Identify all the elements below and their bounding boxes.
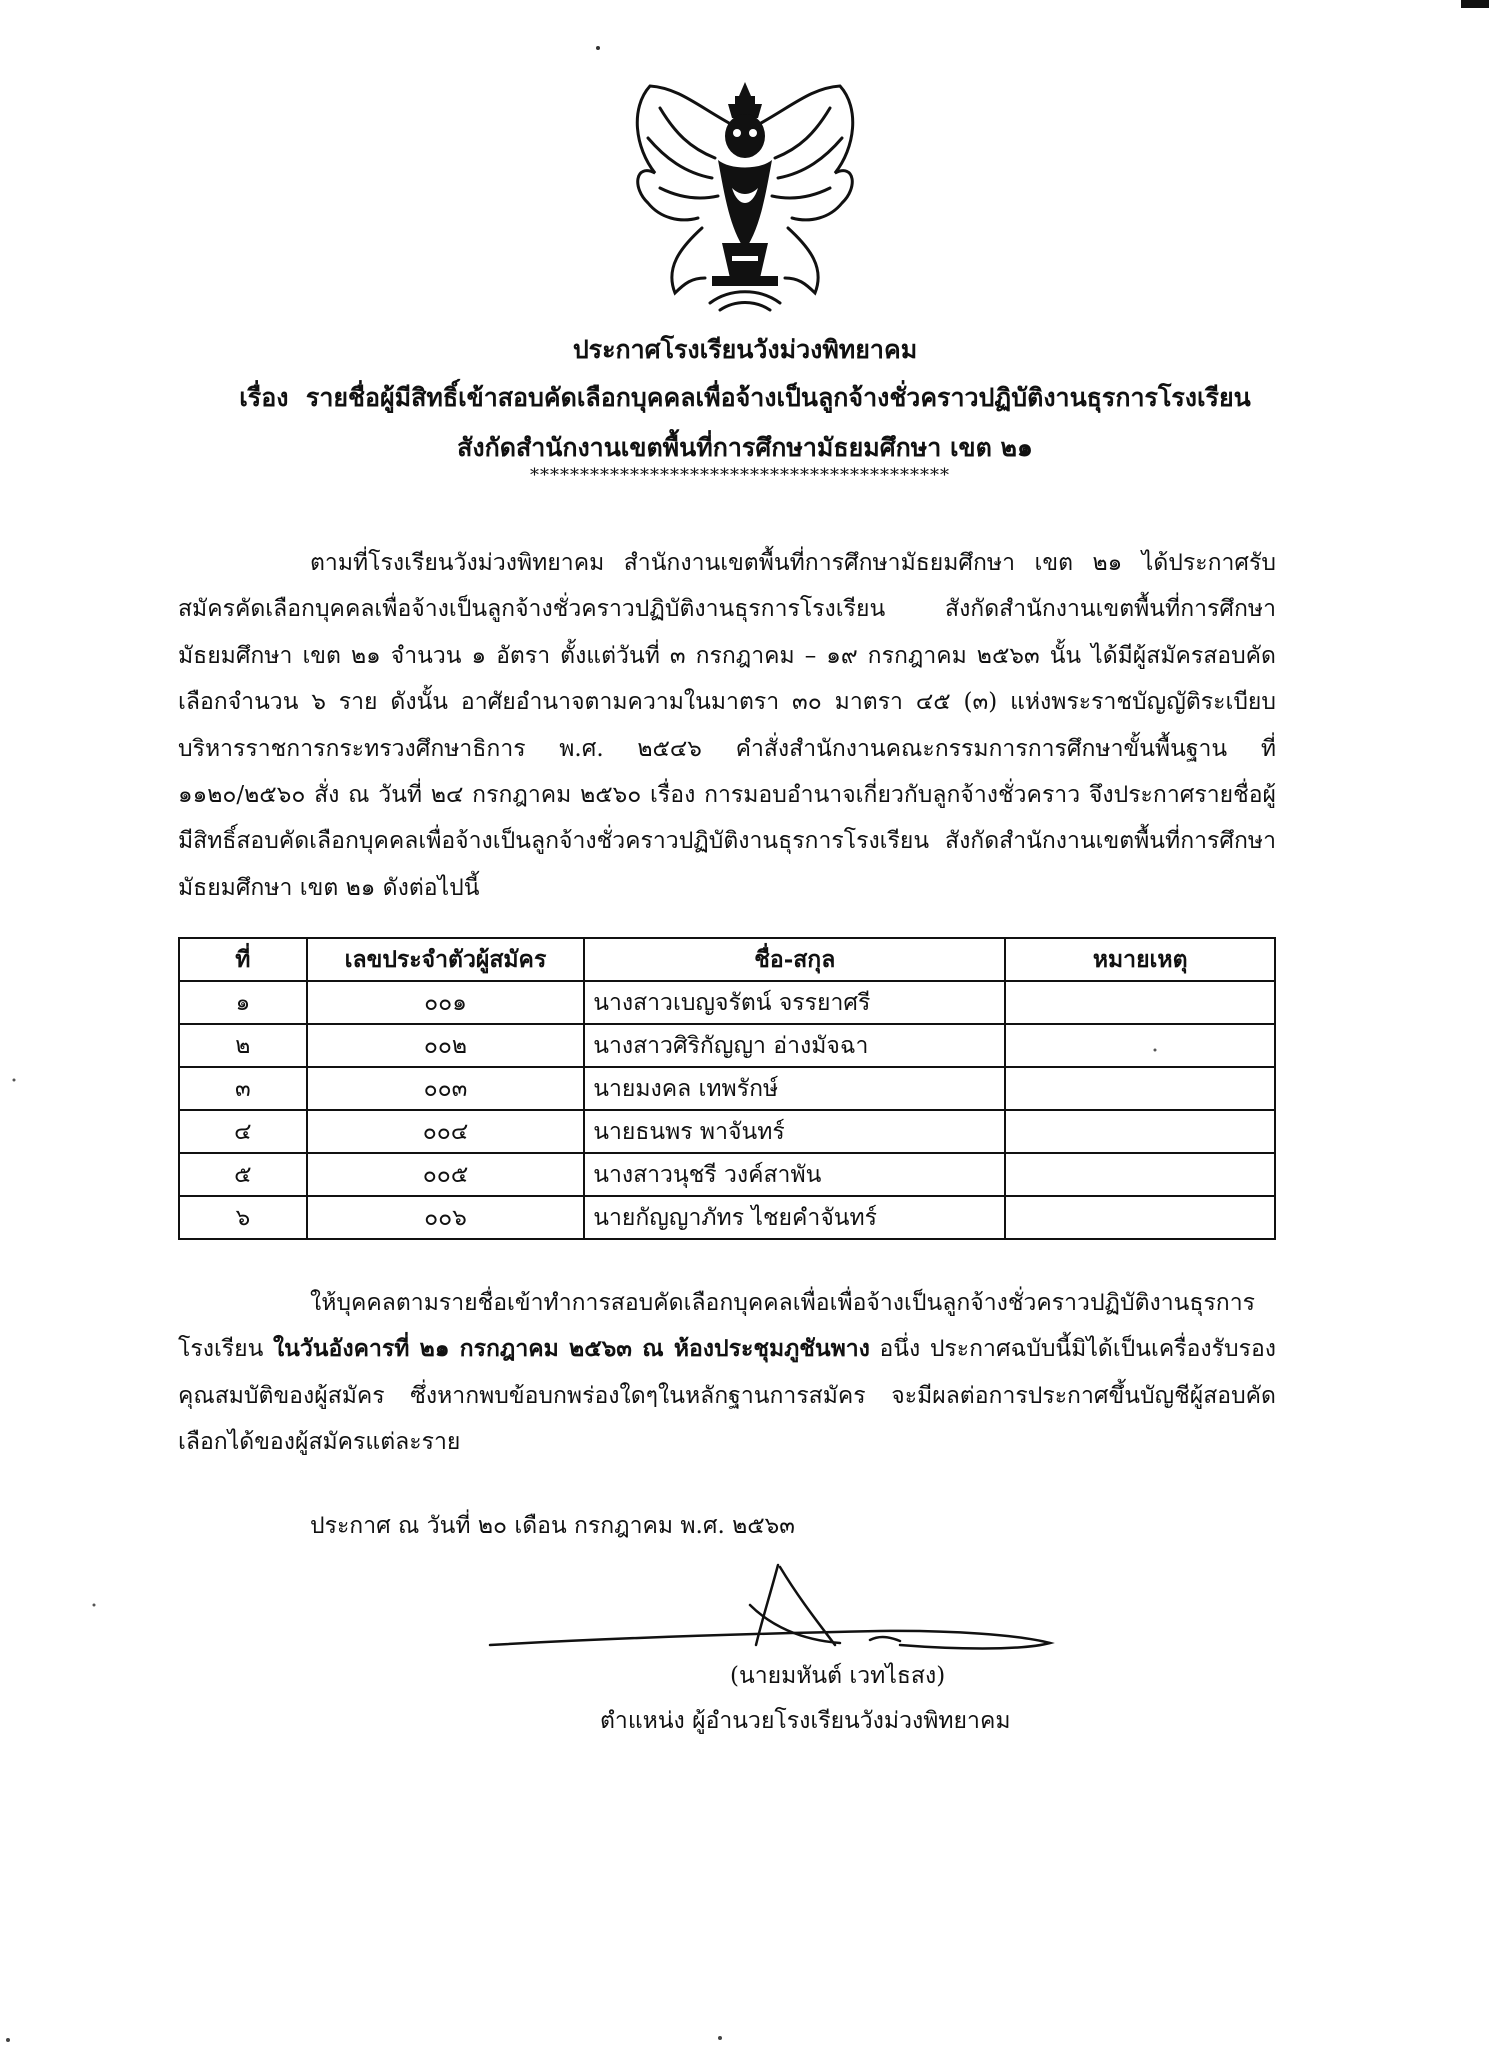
table-row — [179, 1153, 1275, 1196]
table-header-row — [179, 938, 1275, 981]
announcement-title: ประกาศโรงเรียนวังม่วงพิทยาคม — [572, 335, 918, 364]
announce-date: ประกาศ ณ วันที่ ๒๐ เดือน กรกฎาคม พ.ศ. ๒๕๖๓ — [310, 1513, 795, 1539]
cell-full-name: นางสาวนุชรี วงค์สาพัน — [584, 1153, 1005, 1196]
cell-remark — [1005, 1110, 1275, 1153]
cell-remark — [1005, 981, 1275, 1024]
cell-remark — [1005, 1024, 1275, 1067]
cell-remark — [1005, 1196, 1275, 1239]
announcement-subject — [180, 378, 1310, 418]
scan-corner-mark — [1461, 0, 1489, 8]
cell-full-name: นางสาวศิริกัญญา อ่างมัจฉา — [584, 1024, 1005, 1067]
paragraph-2-end: อนึ่ง ประกาศฉบับนี้มิได้เป็นเครื่องรับรองคุณสมบัติของผู้สมัคร ซึ่งหากพบข้อบกพร่องใดๆในหลักฐานการสมัคร จะมีผลต่อการประกาศขึ้นบัญชีผู้สอบคัดเลือกได้ของผู้สมัครแต่ละราย — [178, 1336, 1277, 1456]
cell-no: ๑ — [179, 981, 307, 1024]
cell-full-name: นายมงคล เทพรักษ์ — [584, 1067, 1005, 1110]
cell-applicant-id: ๐๐๖ — [307, 1196, 584, 1239]
cell-full-name: นางสาวเบญจรัตน์ จรรยาศรี — [584, 981, 1005, 1024]
signature-scribble-icon — [480, 1545, 1060, 1665]
header-remark: หมายเหตุ — [1005, 938, 1275, 981]
announcement-affiliation: สังกัดสำนักงานเขตพื้นที่การศึกษามัธยมศึกษา เขต ๒๑ — [457, 433, 1033, 462]
applicant-table — [178, 937, 1276, 1240]
cell-no: ๔ — [179, 1110, 307, 1153]
exam-date-location: ในวันอังคารที่ ๒๑ กรกฎาคม ๒๕๖๓ ณ ห้องประชุมภูชันพาง — [272, 1335, 870, 1363]
cell-applicant-id: ๐๐๔ — [307, 1110, 584, 1153]
header-full-name: ชื่อ-สกุล — [584, 938, 1005, 981]
table-row — [179, 981, 1275, 1024]
cell-no: ๕ — [179, 1153, 307, 1196]
table-row — [179, 1196, 1275, 1239]
cell-full-name: นายกัญญาภัทร ไชยคำจันทร์ — [584, 1196, 1005, 1239]
paragraph-1-text: ตามที่โรงเรียนวังม่วงพิทยาคม สำนักงานเขตพื้นที่การศึกษามัธยมศึกษา เขต ๒๑ ได้ประกาศรับสมัครคัดเลือกบุคคลเพื่อจ้างเป็นลูกจ้างชั่วคราวปฏิบัติงานธุรการโรงเรียน สังกัดสำนักงานเขตพื้นที่การศึกษามัธยมศึกษา เขต ๒๑ จำนวน ๑ อัตรา ตั้งแต่วันที่ ๓ กรกฎาคม – ๑๙ กรกฎาคม ๒๕๖๓ นั้น ได้มีผู้สมัครสอบคัดเลือกจำนวน ๖ ราย ดังนั้น อาศัยอำนาจตามความในมาตรา ๓๐ มาตรา ๔๕ (๓) แห่งพระราชบัญญัติระเบียบบริหารราชการกระทรวงศึกษาธิการ พ.ศ. ๒๕๔๖ คำสั่งสำนักงานคณะกรรมการการศึกษาขั้นพื้นฐาน ที่ ๑๑๒๐/๒๕๖๐ สั่ง ณ วันที่ ๒๔ กรกฎาคม ๒๕๖๐ เรื่อง การมอบอำนาจเกี่ยวกับลูกจ้างชั่วคราว จึงประกาศรายชื่อผู้มีสิทธิ์สอบคัดเลือกบุคคลเพื่อจ้างเป็นลูกจ้างชั่วคราวปฏิบัติงานธุรการโรงเรียน สังกัดสำนักงานเขตพื้นที่การศึกษามัธยมศึกษา เขต ๒๑ ดังต่อไปนี้ — [178, 550, 1276, 901]
paragraph-2-start: ให้บุคคลตามรายชื่อเข้าทำการสอบคัดเลือกบุคคลเพื่อเพื่อจ้างเป็นลูกจ้างชั่วคราวปฏิบัติงานธุรการโรงเรียน — [178, 1290, 1255, 1363]
cell-no: ๒ — [179, 1024, 307, 1067]
table-row — [179, 1067, 1275, 1110]
signer-position: ตำแหน่ง ผู้อำนวยโรงเรียนวังม่วงพิทยาคม — [600, 1708, 1011, 1734]
cell-remark — [1005, 1067, 1275, 1110]
star-divider: ****************************************** — [530, 465, 950, 486]
cell-applicant-id: ๐๐๑ — [307, 981, 584, 1024]
cell-no: ๖ — [179, 1196, 307, 1239]
body-paragraph-2 — [178, 1280, 1276, 1466]
signer-name: (นายมหันต์ เวทไธสง) — [730, 1663, 946, 1689]
table-row — [179, 1110, 1275, 1153]
cell-full-name: นายธนพร พาจันทร์ — [584, 1110, 1005, 1153]
header-no: ที่ — [179, 938, 307, 981]
garuda-emblem-icon — [620, 78, 870, 316]
cell-applicant-id: ๐๐๓ — [307, 1067, 584, 1110]
paragraph-2-text — [178, 1280, 1276, 1466]
table-row — [179, 1024, 1275, 1067]
body-paragraph-1 — [178, 540, 1276, 911]
cell-applicant-id: ๐๐๕ — [307, 1153, 584, 1196]
subject-text: รายชื่อผู้มีสิทธิ์เข้าสอบคัดเลือกบุคคลเพื่อจ้างเป็นลูกจ้างชั่วคราวปฏิบัติงานธุรการโรงเรียน — [305, 383, 1251, 412]
subject-label: เรื่อง — [239, 383, 289, 412]
header-applicant-id: เลขประจำตัวผู้สมัคร — [307, 938, 584, 981]
cell-no: ๓ — [179, 1067, 307, 1110]
cell-remark — [1005, 1153, 1275, 1196]
cell-applicant-id: ๐๐๒ — [307, 1024, 584, 1067]
